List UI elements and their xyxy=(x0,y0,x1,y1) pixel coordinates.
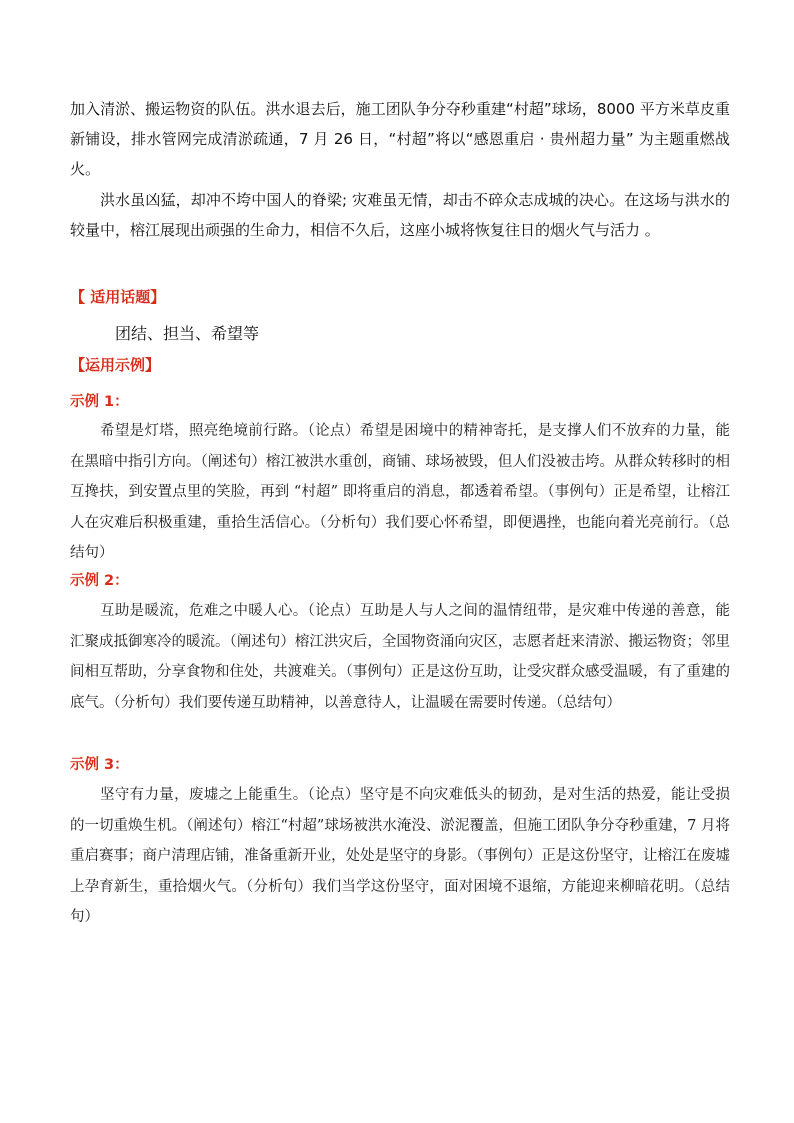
example-1-label: 示例 1： xyxy=(70,394,129,410)
example-2-text: 互助是暖流，危难之中暖人心。（论点）互助是人与人之间的温情纽带，是灾难中传递的善意，能汇聚成抵御寒冷的暖流。（阐述句）榕江洪灾后，全国物资涌向灾区，志愿者赶来清淤、搬运物资；邻里间相互帮助，分享食物和住处，共渡难关。（事例句）正是这份互助，让受灾群众感受温暖，有了重建的底气。（分析句）我们要传递互助精神，以善意待人，让温暖在需要时传递。（总结句） xyxy=(70,603,730,711)
example-3-text: 坚守有力量，废墟之上能重生。（论点）坚守是不向灾难低头的韧劲，是对生活的热爱，能让受损的一切重焕生机。（阐述句）榕江“村超”球场被洪水淹没、淤泥覆盖，但施工团队争分夺秒重建，7 月将重启赛事；商户清理店铺，准备重新开业，处处是坚守的身影。（事例句）正是这份坚守，让榕江在废墟上孕育新生，重拾烟火气。（分析句）我们当学这份坚守，面对困境不退缩，方能迎来柳暗花明。（总结句） xyxy=(70,787,730,925)
applicable-topics-text: 团结、担当、希望等 xyxy=(115,324,260,343)
body-paragraph-1: 加入清淤、搬运物资的队伍。洪水退去后，施工团队争分夺秒重建“村超”球场，8000 平方米草皮重新铺设，排水管网完成清淤疏通，7 月 26 日，“村超”将以“感恩重启 · 贵州超力量” 为主题重燃战火。 xyxy=(70,100,730,178)
body-paragraph-2: 洪水虽凶猛，却冲不垮中国人的脊梁; 灾难虽无情，却击不碎众志成城的决心。在这场与洪水的较量中，榕江展现出顽强的生命力，相信不久后，这座小城将恢复往日的烟火气与活力 。 xyxy=(70,191,730,239)
example-3-label: 示例 3： xyxy=(70,757,129,773)
usage-examples-heading: 【运用示例】 xyxy=(70,356,161,374)
example-1-text: 希望是灯塔，照亮绝境前行路。（论点）希望是困境中的精神寄托，是支撑人们不放弃的力量，能在黑暗中指引方向。（阐述句）榕江被洪水重创，商铺、球场被毁，但人们没被击垮。从群众转移时的相互搀扶，到安置点里的笑脸，再到 “村超” 即将重启的消息，都透着希望。（事例句）正是希望，让榕江人在灾难后积极重建，重拾生活信心。（分析句）我们要心怀希望，即便遇挫，也能向着光亮前行。（总结句） xyxy=(70,423,730,561)
example-2-label: 示例 2： xyxy=(70,573,129,589)
applicable-topics-heading: 【 适用话题】 xyxy=(70,288,166,306)
